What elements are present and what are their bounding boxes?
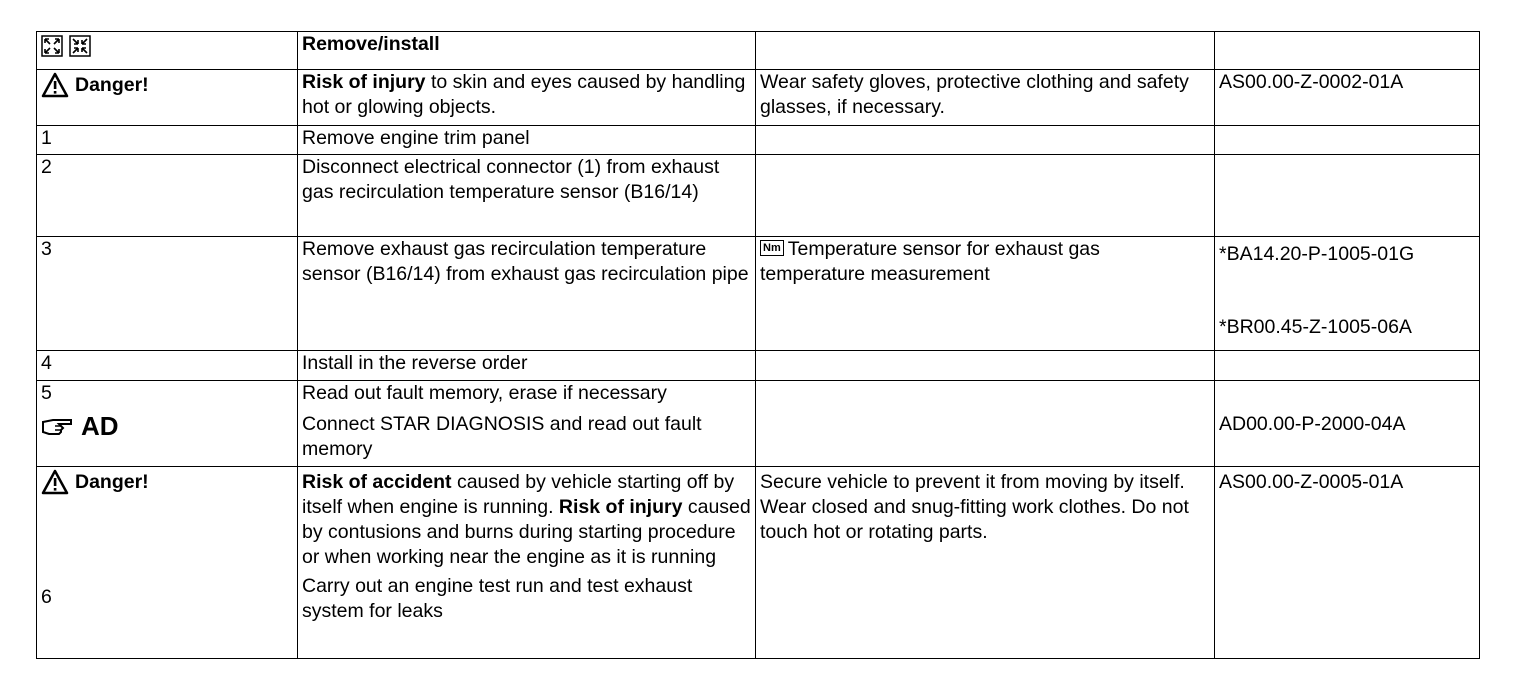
table-row	[37, 126, 1480, 155]
danger-risk-text: caused by vehicle starting off by itself when engine is running.	[302, 471, 735, 518]
cell-icons	[37, 32, 298, 70]
step-number: 4	[37, 351, 298, 381]
step-number-cell	[37, 381, 298, 467]
step-text: Carry out an engine test run and test exhaust system for leaks	[302, 575, 693, 622]
cell-empty	[1215, 351, 1480, 381]
step-number: 5	[41, 382, 52, 404]
step-text: Remove exhaust gas recirculation temperature sensor (B16/14) from exhaust gas recirculation pipe	[298, 237, 756, 351]
step-text-cell	[298, 381, 756, 467]
cell-empty	[756, 381, 1215, 467]
cell-danger-label	[37, 70, 298, 126]
torque-nm-icon: Nm	[760, 240, 784, 256]
cell-empty	[1215, 126, 1480, 155]
ad-label: AD	[81, 411, 119, 441]
danger-reference[interactable]: AS00.00-Z-0005-01A	[1219, 471, 1404, 493]
step-number: 6	[41, 586, 52, 608]
step-text: Read out fault memory, erase if necessary	[302, 382, 667, 404]
danger-label: Danger!	[75, 470, 149, 493]
header-title: Remove/install	[298, 32, 756, 70]
cell-empty	[1215, 32, 1480, 70]
table-row-danger	[37, 70, 1480, 126]
step-text: Remove engine trim panel	[298, 126, 756, 155]
ad-text: Connect STAR DIAGNOSIS and read out fault memory	[302, 413, 702, 460]
table-row-header	[37, 32, 1480, 70]
step-text: Install in the reverse order	[298, 351, 756, 381]
danger-reference-cell	[1215, 467, 1480, 659]
table-row	[37, 237, 1480, 351]
torque-note-cell	[756, 237, 1215, 351]
danger-risk-bold: Risk of injury	[558, 496, 683, 518]
danger-description	[298, 467, 756, 659]
collapse-icon[interactable]	[69, 35, 91, 57]
table-row-danger	[37, 467, 1480, 659]
step-number: 2	[37, 155, 298, 237]
step-reference-cell	[1215, 381, 1480, 467]
danger-risk-text: caused by contusions and burns during starting procedure or when working near the engine as it is running	[302, 496, 751, 568]
danger-measure-cell	[756, 467, 1215, 659]
danger-reference[interactable]: AS00.00-Z-0002-01A	[1215, 70, 1480, 126]
step-text: Disconnect electrical connector (1) from exhaust gas recirculation temperature sensor (B16/14)	[298, 155, 756, 237]
reference-link[interactable]: AD00.00-P-2000-04A	[1219, 413, 1406, 435]
procedure-table	[36, 31, 1480, 659]
cell-empty	[1215, 155, 1480, 237]
reference-link[interactable]: *BA14.20-P-1005-01G	[1219, 243, 1415, 265]
warning-triangle-icon	[41, 469, 69, 495]
danger-description	[298, 70, 756, 126]
pointing-hand-icon	[41, 415, 75, 437]
torque-note: Temperature sensor for exhaust gas temperature measurement	[760, 238, 1100, 285]
table-row	[37, 381, 1480, 467]
danger-measure: Secure vehicle to prevent it from moving by itself.	[760, 471, 1185, 493]
cell-empty	[756, 32, 1215, 70]
expand-icon[interactable]	[41, 35, 63, 57]
step-references	[1215, 237, 1480, 351]
reference-link[interactable]: *BR00.45-Z-1005-06A	[1219, 316, 1412, 338]
cell-empty	[756, 155, 1215, 237]
step-number: 1	[37, 126, 298, 155]
table-row	[37, 351, 1480, 381]
step-number: 3	[37, 237, 298, 351]
danger-measure: Wear safety gloves, protective clothing and safety glasses, if necessary.	[756, 70, 1215, 126]
cell-empty	[756, 351, 1215, 381]
danger-measure: Wear closed and snug-fitting work clothes. Do not touch hot or rotating parts.	[760, 496, 1189, 543]
danger-risk-bold: Risk of injury	[302, 71, 426, 93]
cell-danger-label	[37, 467, 298, 659]
danger-risk-bold: Risk of accident	[302, 471, 452, 493]
danger-risk-text: to skin and eyes caused by handling hot or glowing objects.	[302, 71, 746, 118]
cell-empty	[756, 126, 1215, 155]
table-row	[37, 155, 1480, 237]
warning-triangle-icon	[41, 72, 69, 98]
danger-label: Danger!	[75, 73, 149, 96]
